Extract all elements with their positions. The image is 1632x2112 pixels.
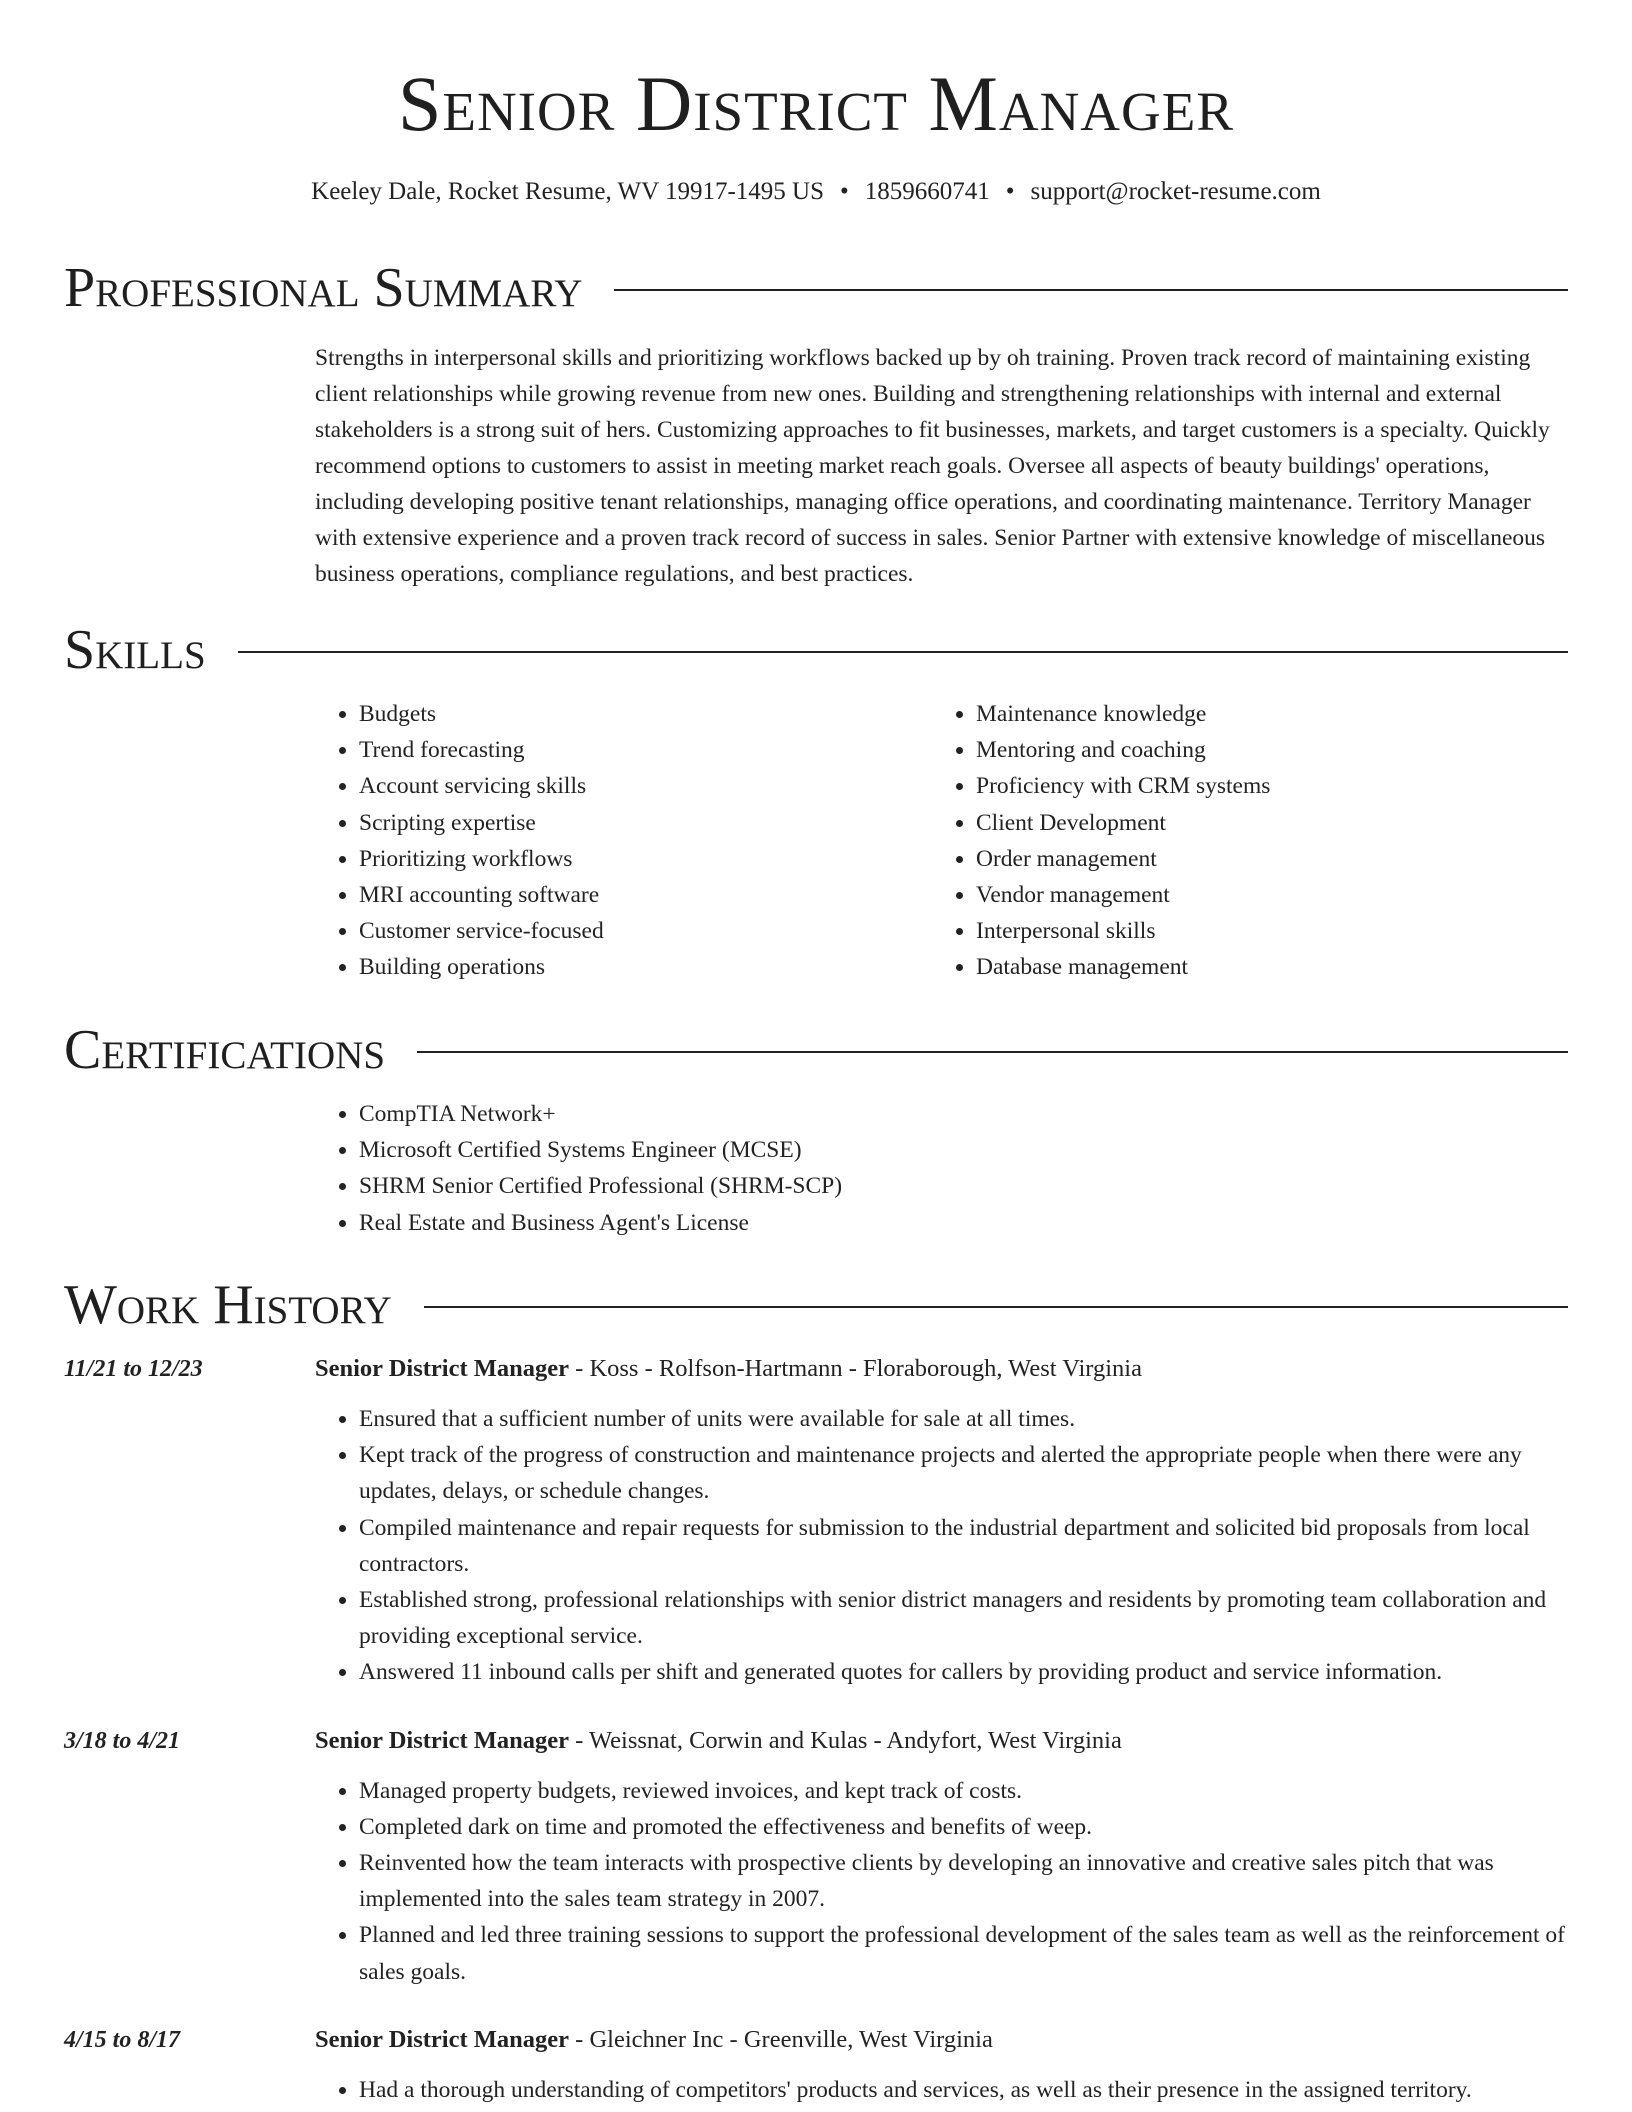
- section-divider: [417, 1051, 1568, 1053]
- skill-item: • Client Development: [976, 805, 1549, 841]
- skill-item: • Trend forecasting: [359, 732, 932, 768]
- job-company-location: - Koss - Rolfson-Hartmann - Floraborough, West Virginia: [569, 1355, 1142, 1382]
- job-dates: 11/21 to 12/23: [64, 1356, 203, 1382]
- job-dates: 4/15 to 8/17: [64, 2026, 181, 2053]
- skill-item: • MRI accounting software: [359, 877, 932, 913]
- job-company-location: - Weissnat, Corwin and Kulas - Andyfort, West Virginia: [569, 1726, 1122, 1754]
- skill-item: • Account servicing skills: [359, 768, 932, 804]
- job-entry: [64, 2022, 1568, 2108]
- job-bullet: • Reinvented how the team interacts with prospective clients by developing an innovative and creative sales pitch that was implemented into the sales team strategy in 2007.: [359, 1845, 1568, 1917]
- work-history-section: [64, 1275, 1568, 2108]
- skills-columns: [315, 696, 1568, 986]
- job-bullets: [315, 1401, 1568, 1691]
- job-title-line: [315, 2022, 1568, 2058]
- skills-column-left: [315, 696, 932, 986]
- skill-item: • Mentoring and coaching: [976, 732, 1549, 768]
- section-title-work-history: Work History: [64, 1274, 392, 1336]
- section-divider: [424, 1306, 1568, 1308]
- summary-section: [64, 258, 1568, 592]
- job-title: Senior District Manager: [315, 2025, 570, 2053]
- skill-item: • Database management: [976, 949, 1549, 985]
- certifications-list: [315, 1096, 1568, 1241]
- skill-item: • Prioritizing workflows: [359, 841, 932, 877]
- certification-item: • Microsoft Certified Systems Engineer (MCSE): [359, 1132, 1568, 1168]
- job-title-line: [315, 1723, 1568, 1759]
- skill-item: • Proficiency with CRM systems: [976, 768, 1549, 804]
- job-entry: [64, 1351, 1568, 1691]
- contact-address: Keeley Dale, Rocket Resume, WV 19917-1495 US: [311, 178, 825, 205]
- skill-item: • Customer service-focused: [359, 913, 932, 949]
- job-title: Senior District Manager: [315, 1726, 570, 1754]
- skill-item: • Vendor management: [976, 877, 1549, 913]
- job-bullet: • Established strong, professional relationships with senior district managers and residents by promoting team collaboration and providing exceptional service.: [359, 1582, 1568, 1654]
- job-bullet: • Planned and led three training sessions to support the professional development of the sales team as well as the reinforcement of sales goals.: [359, 1917, 1568, 1989]
- skill-item: • Interpersonal skills: [976, 913, 1549, 949]
- resume-name-heading: Senior District Manager: [397, 60, 1235, 147]
- job-company-location: - Gleichner Inc - Greenville, West Virginia: [569, 2025, 993, 2053]
- contact-phone: 1859660741: [864, 178, 990, 205]
- certification-item: • Real Estate and Business Agent's License: [359, 1205, 1568, 1241]
- job-bullet: • Answered 11 inbound calls per shift and generated quotes for callers by providing product and service information.: [359, 1654, 1568, 1690]
- job-bullet: • Kept track of the progress of construction and maintenance projects and alerted the appropriate people when there were any updates, delays, or schedule changes.: [359, 1437, 1568, 1509]
- contact-line: [0, 176, 1632, 208]
- section-title-summary: Professional Summary: [64, 257, 583, 319]
- job-title-line: [315, 1351, 1568, 1387]
- certification-item: • CompTIA Network+: [359, 1096, 1568, 1132]
- job-bullets: [315, 2072, 1568, 2108]
- summary-text: Strengths in interpersonal skills and prioritizing workflows backed up by oh training. Proven track record of maintaining existing client relationships while growing revenue from new ones. Building and strengthening relationships with internal and external stakeholders is a strong suit of hers. Customizing approaches to fit businesses, markets, and target customers is a specialty. Quickly recommend options to customers to assist in meeting market reach goals. Oversee all aspects of beauty buildings' operations, including developing positive tenant relationships, managing office operations, and coordinating maintenance. Territory Manager with extensive experience and a proven track record of success in sales. Senior Partner with extensive knowledge of miscellaneous business operations, compliance regulations, and best practices.: [315, 345, 1550, 587]
- job-entry: [64, 1723, 1568, 1990]
- section-title-certifications: Certifications: [64, 1019, 386, 1081]
- section-title-skills: Skills: [64, 619, 206, 681]
- job-bullet: • Had a thorough understanding of competitors' products and services, as well as their presence in the assigned territory.: [359, 2072, 1568, 2108]
- contact-separator: •: [1005, 178, 1015, 205]
- job-bullets: [315, 1773, 1568, 1990]
- skills-column-right: [932, 696, 1549, 986]
- work-history-header: [64, 1275, 1568, 1335]
- job-bullet: • Compiled maintenance and repair requests for submission to the industrial department and solicited bid proposals from local contractors.: [359, 1510, 1568, 1582]
- skills-header: [64, 620, 1568, 680]
- skill-item: • Order management: [976, 841, 1549, 877]
- certification-item: • SHRM Senior Certified Professional (SHRM-SCP): [359, 1168, 1568, 1204]
- summary-header: [64, 258, 1568, 318]
- section-divider: [238, 651, 1568, 653]
- skill-item: • Building operations: [359, 949, 932, 985]
- job-bullet: • Completed dark on time and promoted the effectiveness and benefits of weep.: [359, 1809, 1568, 1845]
- job-dates: 3/18 to 4/21: [64, 1727, 181, 1754]
- contact-email: support@rocket-resume.com: [1030, 178, 1321, 205]
- certifications-header: [64, 1020, 1568, 1080]
- job-title: Senior District Manager: [315, 1355, 570, 1382]
- certifications-section: [64, 1020, 1568, 1241]
- skill-item: • Scripting expertise: [359, 805, 932, 841]
- job-bullet: • Ensured that a sufficient number of units were available for sale at all times.: [359, 1401, 1568, 1437]
- skill-item: • Budgets: [359, 696, 932, 732]
- skills-section: [64, 620, 1568, 986]
- job-bullet: • Managed property budgets, reviewed invoices, and kept track of costs.: [359, 1773, 1568, 1809]
- contact-separator: •: [840, 178, 849, 205]
- skill-item: • Maintenance knowledge: [976, 696, 1549, 732]
- section-divider: [614, 289, 1568, 291]
